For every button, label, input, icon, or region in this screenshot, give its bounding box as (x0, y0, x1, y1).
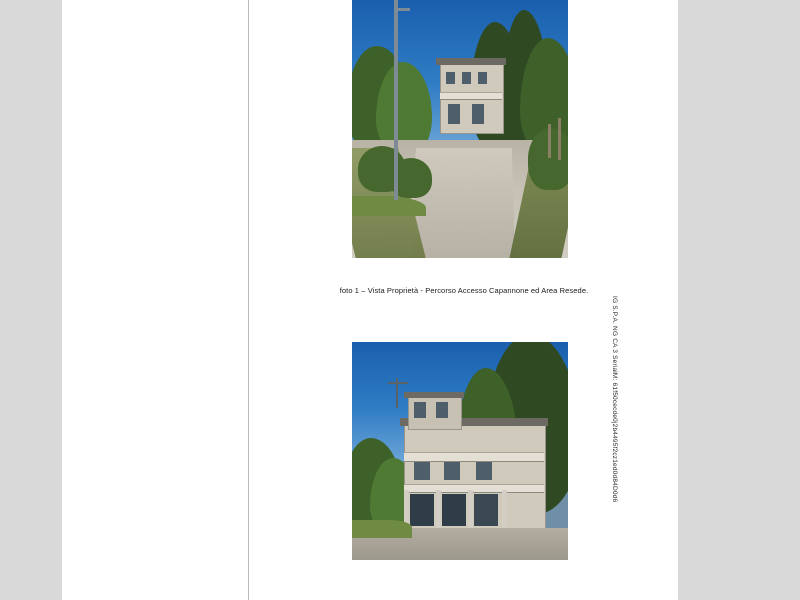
building-balcony-lower (404, 484, 544, 493)
building-window (444, 462, 460, 480)
portico-column (468, 490, 473, 530)
photo-building-front (352, 342, 568, 560)
building-upper-roof (404, 392, 464, 398)
grass-foreground (352, 520, 412, 538)
building-roof (436, 58, 506, 65)
paper-sheet (62, 0, 678, 600)
building-door (472, 104, 484, 124)
photo-property-access-road (352, 0, 568, 258)
portico-column (502, 490, 507, 530)
portico-column (436, 490, 441, 530)
building-window (414, 402, 426, 418)
building-ground-opening (410, 494, 434, 526)
building-window (476, 462, 492, 480)
document-serial-code: IG S.P.A. NG CA 3 SerialM: 61f50cecde0j2b4495f2cz1ed0d84D0d6 (611, 296, 618, 503)
fence-post (558, 118, 561, 160)
building-window (436, 402, 448, 418)
lamp-post-arm (394, 8, 410, 11)
building-door (448, 104, 460, 124)
fence-post (548, 124, 551, 158)
building-window (414, 462, 430, 480)
building-ground-opening (474, 494, 498, 526)
building-balcony (440, 92, 502, 100)
page-vertical-rule (248, 0, 249, 600)
building-window (462, 72, 471, 84)
building-window (446, 72, 455, 84)
driveway-surface (413, 148, 516, 258)
building-balcony-upper (404, 452, 544, 462)
lamp-post (394, 0, 398, 200)
antenna-arm (388, 382, 408, 384)
building-window (478, 72, 487, 84)
building-ground-opening (442, 494, 466, 526)
photo-1-caption: foto 1 – Vista Proprietà - Percorso Accesso Capannone ed Area Resede. (339, 286, 589, 295)
